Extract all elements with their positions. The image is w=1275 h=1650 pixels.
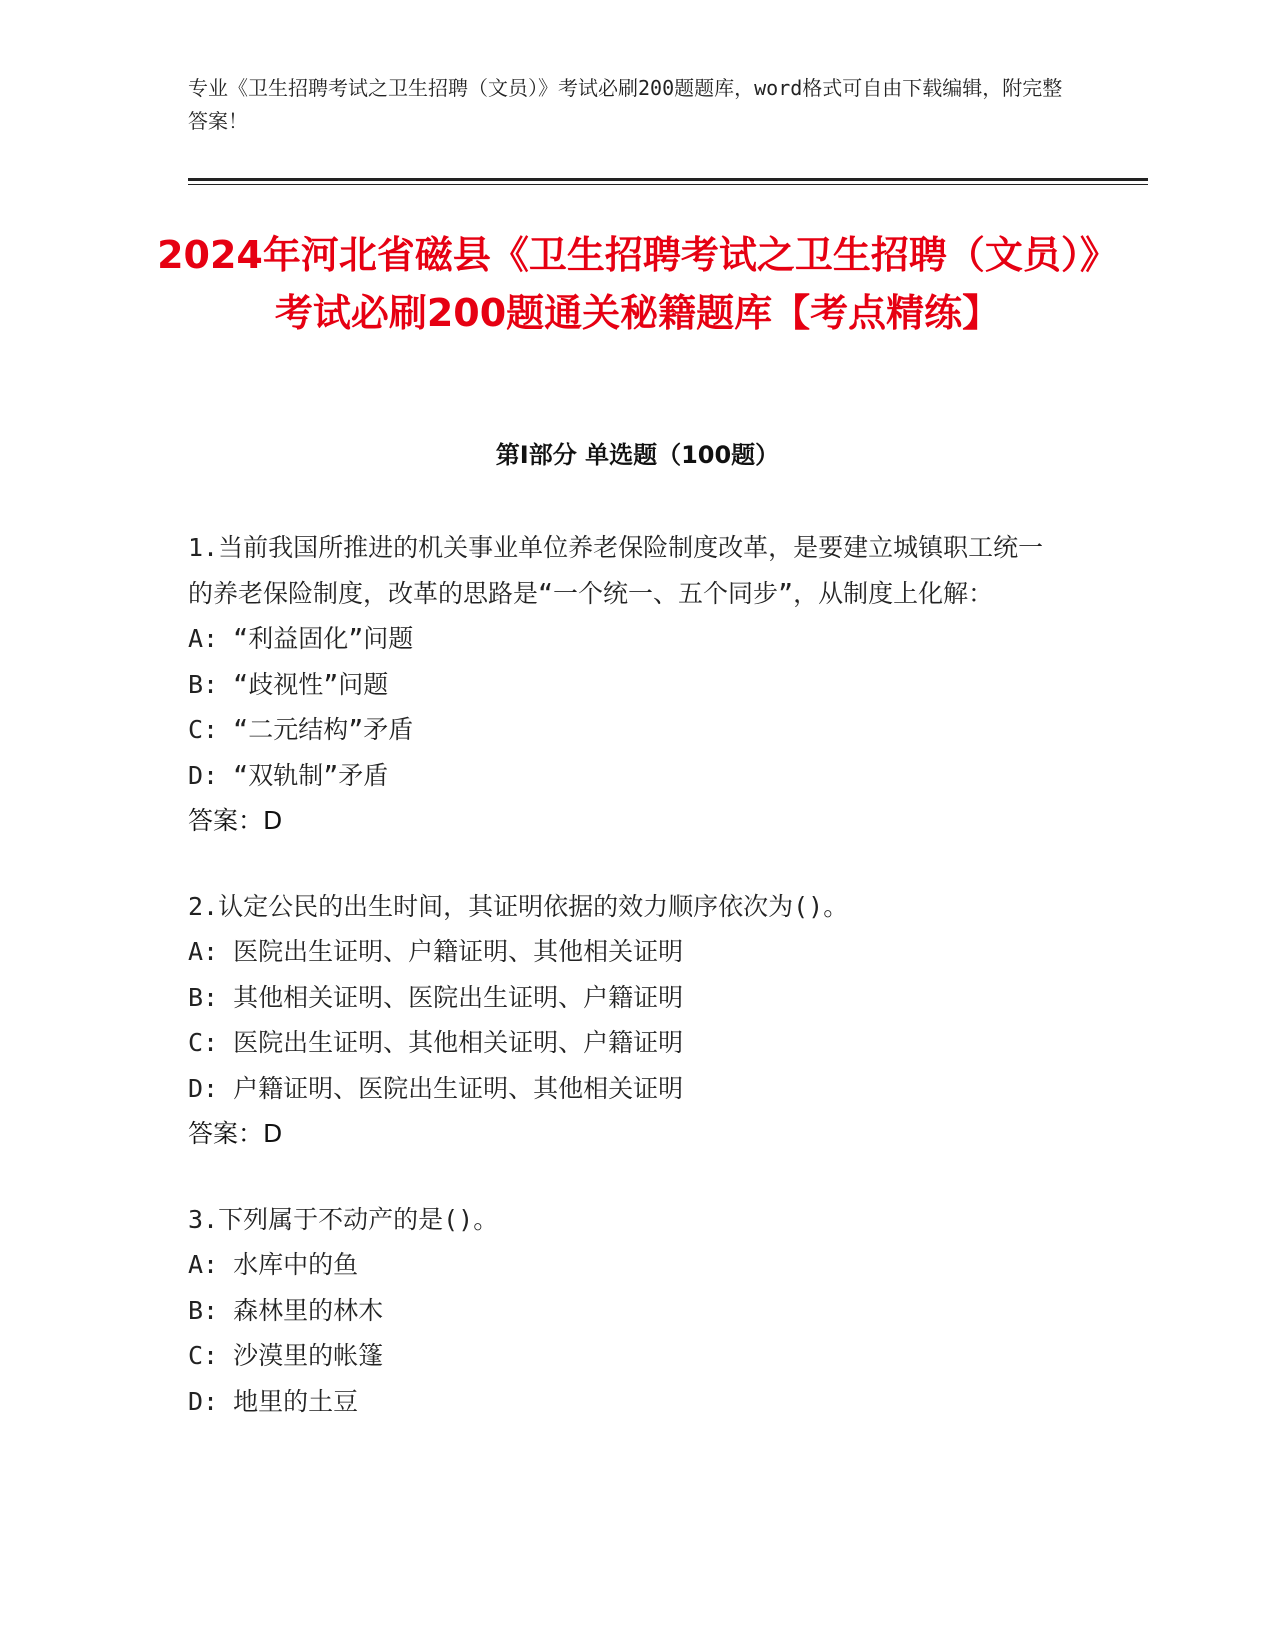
answer-line: 答案：D xyxy=(188,806,283,835)
section-heading: 第I部分 单选题（100题） xyxy=(495,441,780,469)
answer-line: 答案：D xyxy=(188,1119,283,1148)
question-3 xyxy=(188,1197,1068,1425)
header-divider xyxy=(188,178,1148,181)
option-a: A: 水库中的鱼 xyxy=(188,1250,359,1279)
header-note: 专业《卫生招聘考试之卫生招聘（文员）》考试必刷200题题库，word格式可自由下载编辑，附完整答案！ xyxy=(188,76,1063,133)
question-list xyxy=(188,525,1068,1464)
document-title: 2024年河北省磁县《卫生招聘考试之卫生招聘（文员）》考试必刷200题通关秘籍题库【考点精练】 xyxy=(157,233,1118,335)
option-c: C: 医院出生证明、其他相关证明、户籍证明 xyxy=(188,1028,684,1057)
option-d: D: 户籍证明、医院出生证明、其他相关证明 xyxy=(188,1073,684,1103)
question-1 xyxy=(188,525,1068,844)
option-a: A: “利益固化”问题 xyxy=(188,624,414,653)
option-a: A: 医院出生证明、户籍证明、其他相关证明 xyxy=(188,937,684,966)
option-b: B: “歧视性”问题 xyxy=(188,669,389,699)
header-divider-thin xyxy=(188,184,1148,185)
option-b: B: 森林里的林木 xyxy=(188,1295,384,1325)
option-b: B: 其他相关证明、医院出生证明、户籍证明 xyxy=(188,982,684,1012)
option-c: C: 沙漠里的帐篷 xyxy=(188,1341,384,1370)
option-d: D: “双轨制”矛盾 xyxy=(188,760,389,790)
question-stem: 3.下列属于不动产的是()。 xyxy=(188,1204,499,1234)
option-c: C: “二元结构”矛盾 xyxy=(188,715,414,744)
question-stem: 2.认定公民的出生时间，其证明依据的效力顺序依次为()。 xyxy=(188,891,849,921)
question-stem: 1.当前我国所推进的机关事业单位养老保险制度改革，是要建立城镇职工统一的养老保险制度，改革的思路是“一个统一、五个同步”，从制度上化解： xyxy=(188,533,1044,608)
option-d: D: 地里的土豆 xyxy=(188,1386,359,1416)
question-2 xyxy=(188,884,1068,1157)
